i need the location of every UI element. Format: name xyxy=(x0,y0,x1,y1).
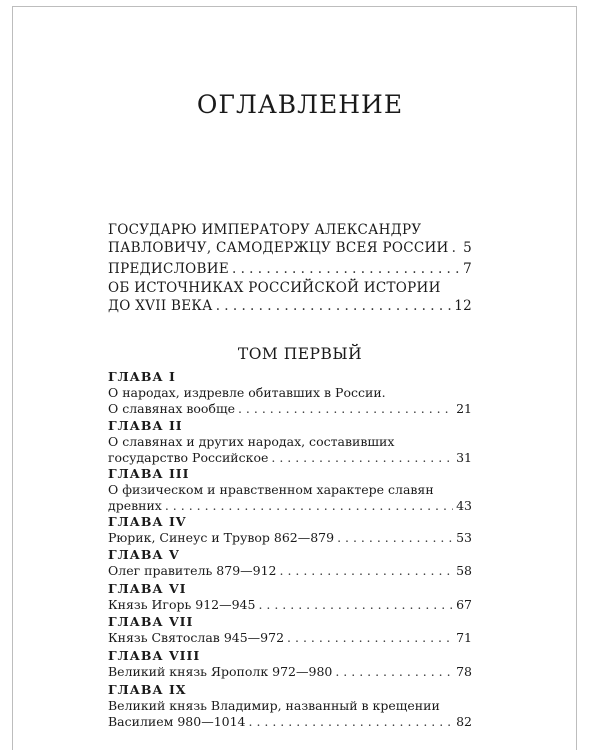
entry-text-line1: ГОСУДАРЮ ИМПЕРАТОРУ АЛЕКСАНДРУ xyxy=(108,222,422,238)
page-number: 82 xyxy=(456,714,472,729)
entry-text-line2: ПАВЛОВИЧУ, САМОДЕРЖЦУ ВСЕЯ РОССИИ xyxy=(108,240,449,256)
chapter-text-line2: Василием 980—1014 xyxy=(108,714,246,729)
page-number: 53 xyxy=(456,530,472,545)
chapter-leader-line xyxy=(108,450,472,466)
chapter-entry xyxy=(108,614,472,646)
chapter-entry xyxy=(108,369,472,417)
chapter-text-line2: Князь Святослав 945—972 xyxy=(108,630,285,645)
toc-title: ОГЛАВЛЕНИЕ xyxy=(196,90,404,119)
chapter-entry xyxy=(108,581,472,613)
front-matter-entry xyxy=(108,260,472,278)
entry-leader-line xyxy=(108,297,472,315)
chapter-text-line2: Рюрик, Синеус и Трувор 862—879 xyxy=(108,530,335,545)
page-number: 31 xyxy=(456,450,472,465)
chapter-heading: ГЛАВА II xyxy=(108,418,183,433)
page-number: 21 xyxy=(456,401,472,416)
entry-leader-line xyxy=(108,239,472,257)
chapter-heading: ГЛАВА V xyxy=(108,547,180,562)
chapter-entry xyxy=(108,648,472,680)
chapter-leader-line xyxy=(108,530,472,546)
chapter-entry xyxy=(108,418,472,466)
chapter-leader-line xyxy=(108,714,472,730)
chapter-text-line2: Великий князь Ярополк 972—980 xyxy=(108,664,333,679)
entry-text-line2: ДО XVII ВЕКА xyxy=(108,298,213,314)
chapter-text-line1: Великий князь Владимир, названный в крещении xyxy=(108,698,440,713)
dot-leader xyxy=(280,563,454,579)
volume-title: ТОМ ПЕРВЫЙ xyxy=(237,345,363,363)
front-matter-entry xyxy=(108,221,472,257)
chapter-text-line1: О народах, издревле обитавших в России. xyxy=(108,385,386,400)
chapter-entry xyxy=(108,682,472,730)
dot-leader xyxy=(337,530,453,546)
chapter-heading: ГЛАВА VIII xyxy=(108,648,201,663)
page-number: 67 xyxy=(456,597,472,612)
page-number: 7 xyxy=(463,261,472,277)
entry-leader-line xyxy=(108,260,472,278)
chapter-entry xyxy=(108,514,472,546)
dot-leader xyxy=(287,630,453,646)
dot-leader xyxy=(452,239,460,257)
chapter-text-line2: государство Российское xyxy=(108,450,269,465)
chapter-heading: ГЛАВА VI xyxy=(108,581,187,596)
chapter-entry xyxy=(108,466,472,514)
chapter-text-line2: Олег правитель 879—912 xyxy=(108,563,277,578)
dot-leader xyxy=(249,714,454,730)
entry-text-line1: ОБ ИСТОЧНИКАХ РОССИЙСКОЙ ИСТОРИИ xyxy=(108,280,441,296)
chapter-text-line2: О славянах вообще xyxy=(108,401,235,416)
chapter-leader-line xyxy=(108,664,472,680)
chapter-text-line2: древних xyxy=(108,498,162,513)
dot-leader xyxy=(258,597,453,613)
page-number: 58 xyxy=(456,563,472,578)
chapter-leader-line xyxy=(108,597,472,613)
dot-leader xyxy=(216,297,452,315)
page-number: 78 xyxy=(456,664,472,679)
page-number: 12 xyxy=(454,298,472,314)
chapter-heading: ГЛАВА III xyxy=(108,466,190,481)
dot-leader xyxy=(335,664,453,680)
chapter-text-line1: О славянах и других народах, составивших xyxy=(108,434,395,449)
chapter-text-line2: Князь Игорь 912—945 xyxy=(108,597,256,612)
front-matter-entry xyxy=(108,279,472,315)
chapter-leader-line xyxy=(108,630,472,646)
chapter-text-line1: О физическом и нравственном характере славян xyxy=(108,482,434,497)
dot-leader xyxy=(271,450,453,466)
chapter-leader-line xyxy=(108,563,472,579)
chapter-leader-line xyxy=(108,498,472,514)
page-number: 71 xyxy=(456,630,472,645)
entry-text-line2: ПРЕДИСЛОВИЕ xyxy=(108,261,229,277)
chapter-heading: ГЛАВА IV xyxy=(108,514,187,529)
chapter-heading: ГЛАВА IX xyxy=(108,682,187,697)
dot-leader xyxy=(165,498,453,514)
dot-leader xyxy=(232,260,460,278)
chapter-heading: ГЛАВА I xyxy=(108,369,176,384)
page-number: 5 xyxy=(463,240,472,256)
page-number: 43 xyxy=(456,498,472,513)
chapter-heading: ГЛАВА VII xyxy=(108,614,194,629)
dot-leader xyxy=(238,401,453,417)
chapter-leader-line xyxy=(108,401,472,417)
chapter-entry xyxy=(108,547,472,579)
